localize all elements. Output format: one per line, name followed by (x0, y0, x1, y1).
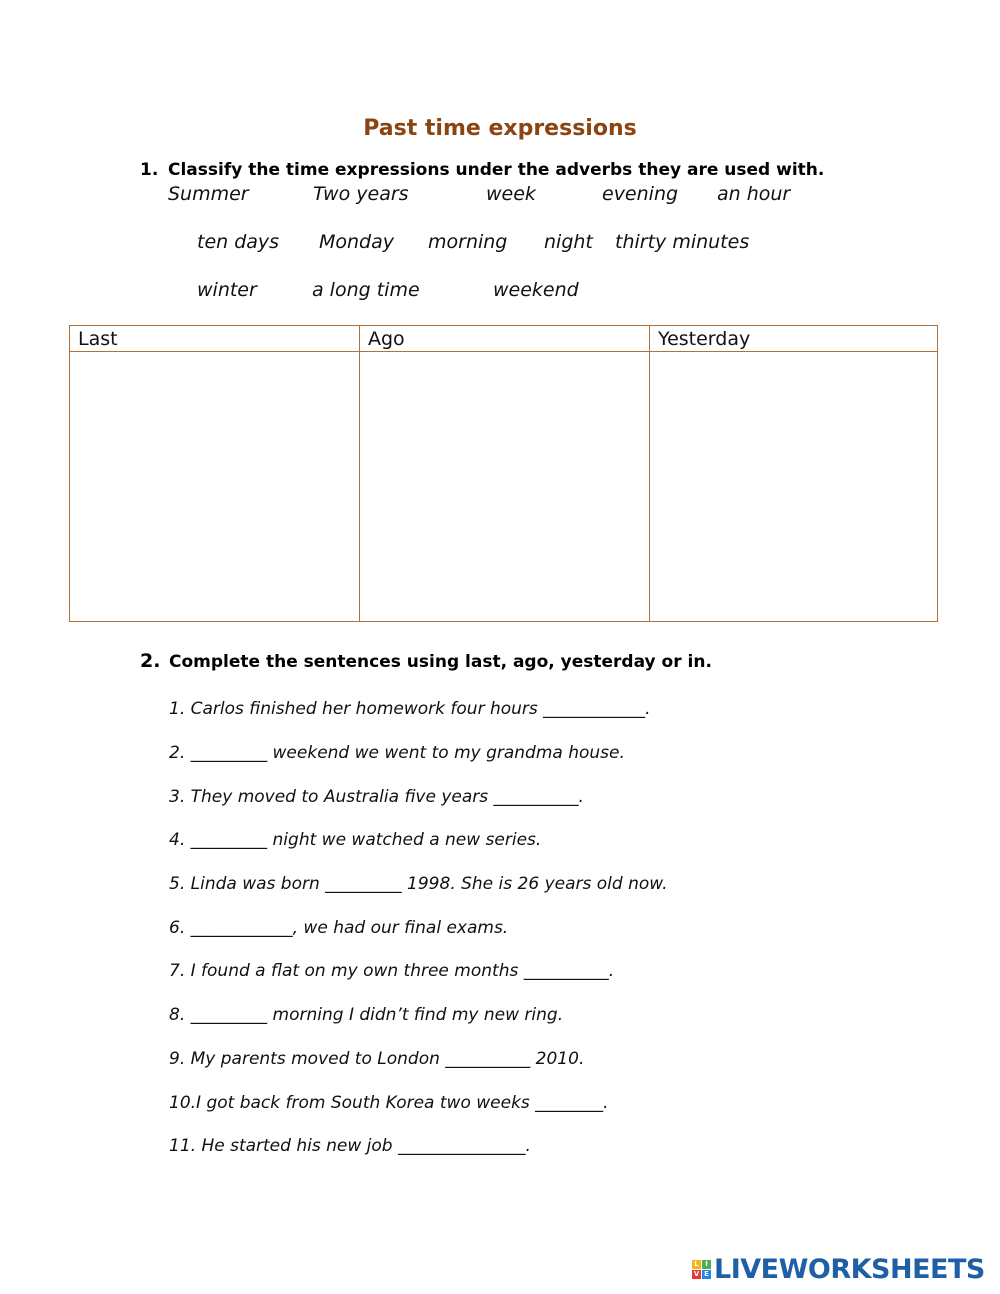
sentence-9[interactable]: 9. My parents moved to London __________ 2010. (169, 1049, 585, 1069)
drop-zone-last[interactable] (70, 352, 359, 621)
logo-text: LIVEWORKSHEETS (714, 1253, 985, 1285)
sentence-1[interactable]: 1. Carlos finished her homework four hours ____________. (169, 699, 651, 719)
sentence-7[interactable]: 7. I found a flat on my own three months __________. (169, 961, 615, 981)
word-week[interactable]: week (486, 183, 536, 205)
page-title: Past time expressions (363, 116, 637, 141)
sentence-5[interactable]: 5. Linda was born _________ 1998. She is 26 years old now. (169, 874, 668, 894)
drop-zone-ago[interactable] (360, 352, 649, 621)
sentence-2[interactable]: 2. _________ weekend we went to my grandma house. (169, 743, 625, 763)
sentence-8[interactable]: 8. _________ morning I didn’t find my new ring. (169, 1005, 564, 1025)
logo-icon-l: L (692, 1260, 701, 1269)
word-night[interactable]: night (544, 231, 593, 253)
question-2-instruction: Complete the sentences using last, ago, yesterday or in. (169, 652, 712, 672)
sentence-11[interactable]: 11. He started his new job _______________. (169, 1136, 531, 1156)
sentence-6[interactable]: 6. ____________, we had our final exams. (169, 918, 509, 938)
question-1-instruction: Classify the time expressions under the adverbs they are used with. (168, 160, 825, 180)
question-1-number: 1. (140, 160, 159, 180)
word-morning[interactable]: morning (428, 231, 508, 253)
word-ten-days[interactable]: ten days (197, 231, 280, 253)
word-two-years[interactable]: Two years (313, 183, 409, 205)
table-header-last: Last (78, 328, 118, 350)
sentence-3[interactable]: 3. They moved to Australia five years __________. (169, 787, 584, 807)
liveworksheets-logo (692, 1253, 985, 1285)
word-a-long-time[interactable]: a long time (312, 279, 420, 301)
logo-icon-i: I (702, 1260, 711, 1269)
word-summer[interactable]: Summer (168, 183, 249, 205)
logo-icon-e: E (702, 1270, 711, 1279)
table-header-ago: Ago (368, 328, 405, 350)
drop-zone-yesterday[interactable] (650, 352, 937, 621)
sentence-10[interactable]: 10.I got back from South Korea two weeks ________. (169, 1093, 609, 1113)
word-weekend[interactable]: weekend (493, 279, 579, 301)
word-thirty-minutes[interactable]: thirty minutes (615, 231, 750, 253)
word-monday[interactable]: Monday (319, 231, 395, 253)
liveworksheets-logo-icon (692, 1260, 711, 1279)
sentence-4[interactable]: 4. _________ night we watched a new series. (169, 830, 542, 850)
logo-icon-v: V (693, 1269, 700, 1278)
table-header-yesterday: Yesterday (658, 328, 751, 350)
classification-table (69, 325, 938, 622)
word-an-hour[interactable]: an hour (717, 183, 791, 205)
word-winter[interactable]: winter (197, 279, 257, 301)
question-2-number: 2. (140, 650, 161, 672)
word-evening[interactable]: evening (602, 183, 679, 205)
